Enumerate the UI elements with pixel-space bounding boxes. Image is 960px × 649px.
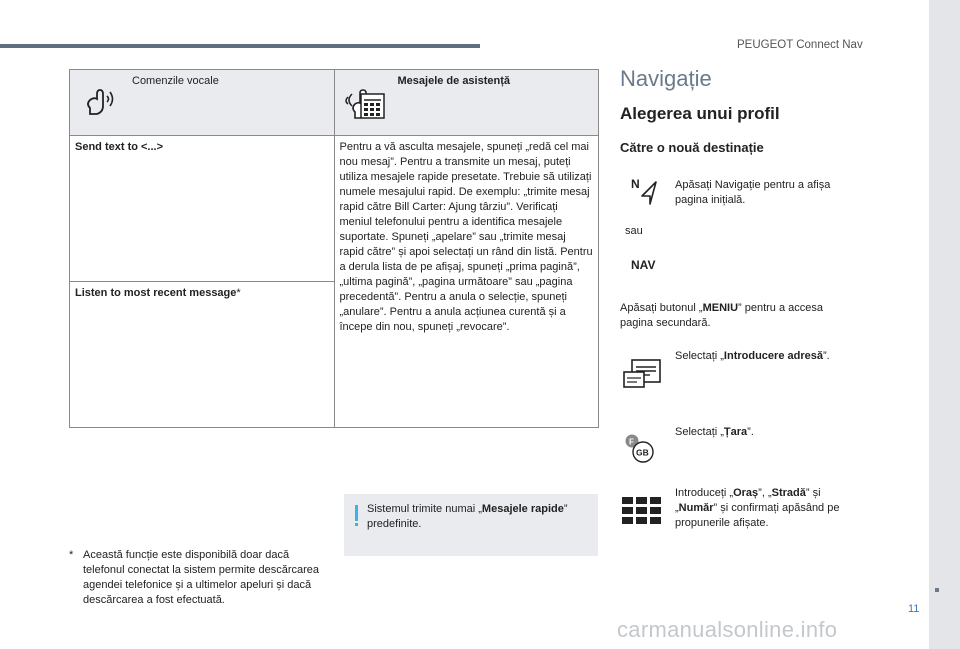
top-rule	[0, 44, 480, 48]
or-text: sau	[625, 225, 643, 237]
brand-header: PEUGEOT Connect Nav	[737, 39, 863, 51]
command-send-text: Send text to <...>	[70, 136, 335, 282]
step-navigation: Apăsați Navigație pentru a afișa pagina inițială.	[675, 179, 831, 206]
step-country: Selectați „Țara”.	[675, 426, 754, 438]
command-listen-footnote-mark: *	[236, 287, 241, 299]
keypad-grid-icon	[622, 497, 662, 525]
header-voice-commands	[70, 70, 335, 136]
page-number: 11	[908, 603, 920, 615]
command-listen-recent: Listen to most recent message	[75, 287, 237, 299]
footnote	[69, 548, 324, 608]
watermark: carmanualsonline.info	[617, 617, 838, 642]
table-header-row	[70, 70, 599, 136]
info-text-bold: Mesajele rapide	[481, 503, 564, 515]
header-help-messages-label: Mesajele de asistență	[397, 75, 511, 87]
header-help-messages	[334, 70, 599, 136]
table-row	[70, 136, 599, 282]
voice-help-icon	[343, 84, 387, 122]
command-listen-cell	[70, 282, 335, 428]
section-subtitle: Alegerea unui profil	[620, 104, 780, 123]
step-city-street: Introduceți „Oraș”, „Stradă” și „Număr” și confirmați apăsând pe propunerile afișate.	[675, 487, 840, 529]
command-help-text: Pentru a vă asculta mesajele, spuneți „redă cel mai nou mesaj”. Pentru a transmite un mesaj, puteți utiliza mesajele rapide presetate. Trebuie să utilizați numele mesajului rapid. De exemplu: „trimite mesaj rapid către Bill Carter: Ajung târziu”. Verificați meniul telefonului pentru a identifica mesajele suportate. Spuneți „apelare” sau „trimite mesaj rapid către” și apoi selectați un rând din listă. Pentru a derula lista de pe afișaj, spuneți „prima pagină”, „ultima pagină”, „pagina următoare” sau „pagina precedentă”. Pentru a anula o selecție, spuneți „anulare”. Pentru a anula acțiunea curentă și a începe din nou, spuneți „revocare”.	[334, 136, 599, 428]
side-marker	[935, 588, 939, 592]
info-text: Sistemul trimite numai „Mesajele rapide” predefinite.	[367, 503, 568, 530]
voice-command-icon	[84, 84, 118, 118]
address-entry-icon	[622, 359, 662, 389]
section-title: Navigație	[620, 66, 712, 91]
subsection-title: Către o nouă destinație	[620, 140, 764, 155]
step-menu: Apăsați butonul „MENIU” pentru a accesa pagina secundară.	[620, 302, 824, 329]
side-strip	[929, 0, 960, 649]
navigation-icon-letter: N	[631, 177, 640, 191]
navigation-icon	[630, 176, 662, 208]
info-icon	[355, 505, 358, 521]
footnote-text: Această funcție este disponibilă doar dacă telefonul conectat la sistem permite descărcarea agendei telefonice și a ultimelor apeluri și dacă descărcarea a fost efectuată.	[83, 549, 320, 606]
country-flag-icon	[624, 432, 660, 464]
step-address: Selectați „Introducere adresă”.	[675, 350, 830, 362]
voice-command-table	[69, 69, 599, 428]
flag-top-letter: F	[629, 437, 634, 447]
header-voice-commands-label: Comenzile vocale	[132, 75, 219, 87]
nav-button-label: NAV	[631, 258, 656, 272]
info-icon-dot	[355, 523, 358, 526]
flag-bottom-letters: GB	[636, 447, 649, 458]
footnote-star: *	[69, 549, 74, 561]
